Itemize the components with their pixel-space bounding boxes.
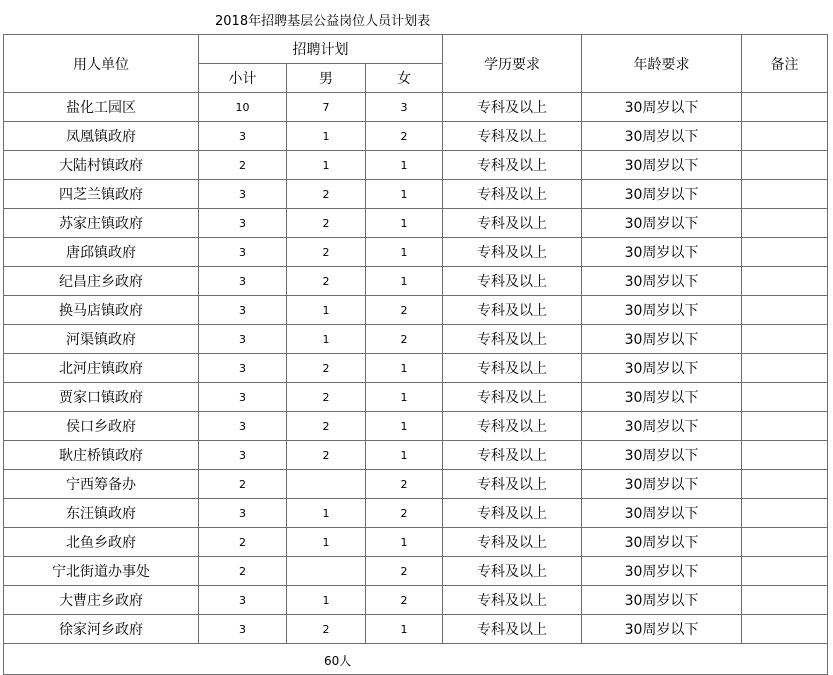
header-row-top [4, 35, 828, 64]
cell-female: 2 [366, 470, 443, 499]
cell-education: 专科及以上 [443, 238, 582, 267]
cell-education: 专科及以上 [443, 267, 582, 296]
cell-education: 专科及以上 [443, 93, 582, 122]
cell-age: 30周岁以下 [582, 122, 742, 151]
table-row [4, 238, 828, 267]
cell-subtotal: 3 [199, 354, 287, 383]
header-female: 女 [366, 64, 443, 93]
cell-unit: 盐化工园区 [4, 93, 199, 122]
cell-education: 专科及以上 [443, 586, 582, 615]
cell-age: 30周岁以下 [582, 557, 742, 586]
cell-remarks [742, 151, 828, 180]
cell-unit: 北河庄镇政府 [4, 354, 199, 383]
cell-age: 30周岁以下 [582, 528, 742, 557]
table-row [4, 209, 828, 238]
cell-male [287, 557, 366, 586]
cell-female: 2 [366, 499, 443, 528]
table-row [4, 586, 828, 615]
cell-subtotal: 2 [199, 470, 287, 499]
cell-age: 30周岁以下 [582, 499, 742, 528]
cell-education: 专科及以上 [443, 470, 582, 499]
cell-remarks [742, 325, 828, 354]
cell-education: 专科及以上 [443, 441, 582, 470]
cell-subtotal: 3 [199, 209, 287, 238]
header-plan: 招聘计划 [199, 35, 443, 64]
cell-male: 1 [287, 586, 366, 615]
cell-subtotal: 3 [199, 586, 287, 615]
total-cell [4, 644, 828, 675]
table-title: 2018年招聘基层公益岗位人员计划表 [215, 14, 431, 29]
recruitment-plan-table [3, 34, 828, 675]
cell-age: 30周岁以下 [582, 325, 742, 354]
cell-remarks [742, 528, 828, 557]
cell-unit: 宁北街道办事处 [4, 557, 199, 586]
cell-age: 30周岁以下 [582, 296, 742, 325]
table-row [4, 528, 828, 557]
table-row [4, 441, 828, 470]
cell-age: 30周岁以下 [582, 354, 742, 383]
cell-male: 2 [287, 354, 366, 383]
cell-age: 30周岁以下 [582, 238, 742, 267]
table-row [4, 557, 828, 586]
cell-age: 30周岁以下 [582, 441, 742, 470]
cell-age: 30周岁以下 [582, 586, 742, 615]
cell-unit: 河渠镇政府 [4, 325, 199, 354]
table-row [4, 267, 828, 296]
table-row [4, 122, 828, 151]
cell-education: 专科及以上 [443, 325, 582, 354]
cell-remarks [742, 557, 828, 586]
cell-age: 30周岁以下 [582, 209, 742, 238]
cell-male: 1 [287, 325, 366, 354]
table-row [4, 354, 828, 383]
header-remarks: 备注 [742, 35, 828, 93]
cell-male: 7 [287, 93, 366, 122]
table-row [4, 615, 828, 644]
cell-education: 专科及以上 [443, 122, 582, 151]
cell-male: 2 [287, 267, 366, 296]
total-value: 60人 [324, 654, 352, 668]
cell-unit: 北鱼乡政府 [4, 528, 199, 557]
cell-subtotal: 3 [199, 615, 287, 644]
table-row [4, 93, 828, 122]
cell-unit: 换马店镇政府 [4, 296, 199, 325]
cell-remarks [742, 470, 828, 499]
cell-subtotal: 3 [199, 383, 287, 412]
cell-age: 30周岁以下 [582, 615, 742, 644]
cell-age: 30周岁以下 [582, 180, 742, 209]
cell-subtotal: 3 [199, 412, 287, 441]
cell-education: 专科及以上 [443, 412, 582, 441]
cell-unit: 徐家河乡政府 [4, 615, 199, 644]
cell-subtotal: 3 [199, 122, 287, 151]
table-row [4, 296, 828, 325]
cell-female: 1 [366, 412, 443, 441]
cell-female: 1 [366, 267, 443, 296]
cell-remarks [742, 383, 828, 412]
cell-male: 2 [287, 238, 366, 267]
cell-age: 30周岁以下 [582, 412, 742, 441]
cell-unit: 唐邱镇政府 [4, 238, 199, 267]
cell-remarks [742, 180, 828, 209]
cell-female: 1 [366, 354, 443, 383]
cell-male: 2 [287, 412, 366, 441]
cell-female: 2 [366, 122, 443, 151]
cell-female: 1 [366, 180, 443, 209]
cell-male: 1 [287, 499, 366, 528]
cell-education: 专科及以上 [443, 499, 582, 528]
cell-unit: 宁西筹备办 [4, 470, 199, 499]
total-row [4, 644, 828, 675]
cell-unit: 凤凰镇政府 [4, 122, 199, 151]
cell-female: 2 [366, 586, 443, 615]
cell-male: 1 [287, 296, 366, 325]
cell-female: 2 [366, 557, 443, 586]
cell-subtotal: 3 [199, 296, 287, 325]
cell-male: 1 [287, 151, 366, 180]
cell-female: 1 [366, 238, 443, 267]
cell-unit: 贾家口镇政府 [4, 383, 199, 412]
cell-education: 专科及以上 [443, 209, 582, 238]
table-row [4, 499, 828, 528]
cell-unit: 大曹庄乡政府 [4, 586, 199, 615]
header-male: 男 [287, 64, 366, 93]
cell-unit: 侯口乡政府 [4, 412, 199, 441]
cell-unit: 耿庄桥镇政府 [4, 441, 199, 470]
cell-remarks [742, 615, 828, 644]
cell-age: 30周岁以下 [582, 470, 742, 499]
cell-unit: 东汪镇政府 [4, 499, 199, 528]
cell-remarks [742, 267, 828, 296]
cell-female: 1 [366, 383, 443, 412]
cell-subtotal: 3 [199, 441, 287, 470]
cell-subtotal: 3 [199, 238, 287, 267]
cell-subtotal: 3 [199, 325, 287, 354]
cell-subtotal: 3 [199, 499, 287, 528]
cell-remarks [742, 122, 828, 151]
cell-remarks [742, 412, 828, 441]
cell-male: 1 [287, 528, 366, 557]
cell-subtotal: 2 [199, 151, 287, 180]
cell-age: 30周岁以下 [582, 383, 742, 412]
cell-unit: 苏家庄镇政府 [4, 209, 199, 238]
cell-remarks [742, 238, 828, 267]
header-subtotal: 小计 [199, 64, 287, 93]
cell-education: 专科及以上 [443, 180, 582, 209]
cell-education: 专科及以上 [443, 151, 582, 180]
cell-female: 1 [366, 209, 443, 238]
cell-female: 2 [366, 325, 443, 354]
table-row [4, 325, 828, 354]
cell-education: 专科及以上 [443, 615, 582, 644]
cell-remarks [742, 296, 828, 325]
cell-education: 专科及以上 [443, 383, 582, 412]
cell-male: 2 [287, 209, 366, 238]
header-education: 学历要求 [443, 35, 582, 93]
cell-education: 专科及以上 [443, 354, 582, 383]
cell-female: 1 [366, 151, 443, 180]
table-row [4, 180, 828, 209]
cell-subtotal: 3 [199, 267, 287, 296]
cell-remarks [742, 499, 828, 528]
table-row [4, 151, 828, 180]
cell-education: 专科及以上 [443, 528, 582, 557]
cell-male: 2 [287, 615, 366, 644]
cell-male [287, 470, 366, 499]
cell-male: 2 [287, 180, 366, 209]
header-unit: 用人单位 [4, 35, 199, 93]
cell-female: 3 [366, 93, 443, 122]
cell-age: 30周岁以下 [582, 267, 742, 296]
cell-subtotal: 3 [199, 180, 287, 209]
cell-female: 2 [366, 296, 443, 325]
cell-subtotal: 2 [199, 557, 287, 586]
cell-male: 1 [287, 122, 366, 151]
cell-remarks [742, 354, 828, 383]
cell-female: 1 [366, 441, 443, 470]
cell-male: 2 [287, 441, 366, 470]
cell-unit: 大陆村镇政府 [4, 151, 199, 180]
cell-unit: 四芝兰镇政府 [4, 180, 199, 209]
table-row [4, 412, 828, 441]
cell-male: 2 [287, 383, 366, 412]
cell-female: 1 [366, 615, 443, 644]
cell-remarks [742, 93, 828, 122]
cell-remarks [742, 209, 828, 238]
cell-subtotal: 2 [199, 528, 287, 557]
table-row [4, 470, 828, 499]
cell-subtotal: 10 [199, 93, 287, 122]
cell-female: 1 [366, 528, 443, 557]
table-row [4, 383, 828, 412]
header-age: 年龄要求 [582, 35, 742, 93]
cell-age: 30周岁以下 [582, 151, 742, 180]
cell-remarks [742, 441, 828, 470]
cell-unit: 纪昌庄乡政府 [4, 267, 199, 296]
cell-education: 专科及以上 [443, 296, 582, 325]
cell-remarks [742, 586, 828, 615]
cell-education: 专科及以上 [443, 557, 582, 586]
cell-age: 30周岁以下 [582, 93, 742, 122]
